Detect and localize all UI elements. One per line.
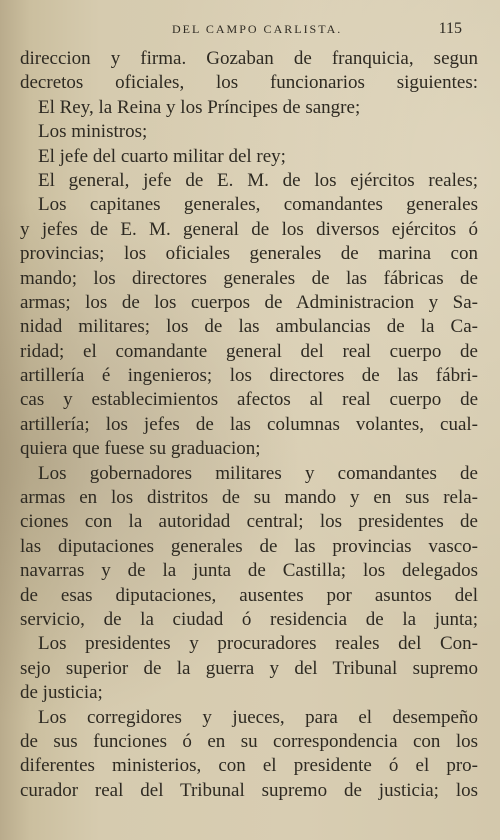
text-line: decretos oficiales, los funcionarios siguientes: — [20, 72, 478, 94]
text-line: y jefes de E. M. general de los diversos ejércitos ó — [20, 218, 478, 240]
text-line: armas; los de los cuerpos de Administracion y Sa- — [20, 291, 478, 313]
text-line: de sus funciones ó en su correspondencia con los — [20, 730, 478, 752]
text-line: de justicia; — [20, 682, 103, 704]
text-line: de esas diputaciones, ausentes por asuntos del — [20, 584, 478, 606]
text-line: El general, jefe de E. M. de los ejércitos reales; — [38, 169, 478, 191]
text-line: curador real del Tribunal supremo de justicia; los — [20, 779, 478, 801]
page-header — [0, 22, 500, 46]
text-line: artillería é ingenieros; los directores de las fábri- — [20, 365, 478, 387]
text-line: El Rey, la Reina y los Príncipes de sangre; — [38, 96, 361, 118]
text-line: Los ministros; — [38, 121, 148, 143]
text-line: las diputaciones generales de las provincias vasco- — [20, 535, 478, 557]
text-line: Los capitanes generales, comandantes generales — [38, 194, 478, 216]
body-text — [20, 47, 478, 803]
text-line: nidad militares; los de las ambulancias de la Ca- — [20, 316, 478, 338]
text-line: armas en los distritos de su mando y en sus rela- — [20, 487, 478, 509]
text-line: sejo superior de la guerra y del Tribunal supremo — [20, 657, 478, 679]
running-title: DEL CAMPO CARLISTA. — [172, 22, 343, 36]
text-line: mando; los directores generales de las fábricas de — [20, 267, 478, 289]
text-line: cas y establecimientos afectos al real cuerpo de — [20, 389, 478, 411]
page-number: 115 — [438, 20, 462, 37]
text-line: ciones con la autoridad central; los presidentes de — [20, 511, 478, 533]
text-line: Los corregidores y jueces, para el desempeño — [38, 706, 478, 728]
text-line: quiera que fuese su graduacion; — [20, 438, 261, 460]
text-line: navarras y de la junta de Castilla; los delegados — [20, 560, 478, 582]
text-line: diferentes ministerios, con el presidente ó el pro- — [20, 755, 478, 777]
text-line: ridad; el comandante general del real cuerpo de — [20, 340, 478, 362]
text-line: servicio, de la ciudad ó residencia de la junta; — [20, 608, 478, 630]
text-line: El jefe del cuarto militar del rey; — [38, 145, 286, 167]
text-line: Los gobernadores militares y comandantes de — [38, 462, 478, 484]
text-line: artillería; los jefes de las columnas volantes, cual- — [20, 413, 478, 435]
text-line: provincias; los oficiales generales de marina con — [20, 243, 478, 265]
text-line: direccion y firma. Gozaban de franquicia, segun — [20, 48, 478, 69]
text-line: Los presidentes y procuradores reales del Con- — [38, 633, 478, 655]
